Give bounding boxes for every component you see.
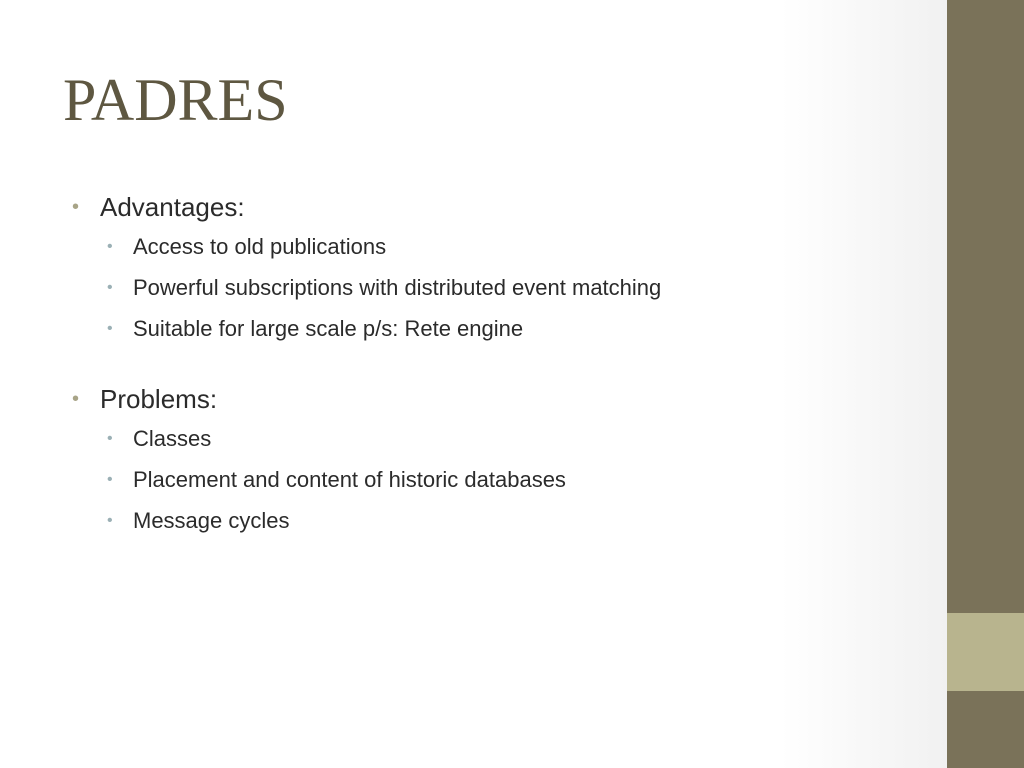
bullet-dot-icon: • — [107, 319, 113, 337]
bullet-item-problems — [72, 380, 932, 418]
slide-body — [72, 188, 932, 572]
list-item-text: Placement and content of historic databases — [133, 466, 566, 492]
sub-list-problems — [72, 418, 932, 541]
list-item-text: Powerful subscriptions with distributed event matching — [133, 274, 662, 300]
slide-title: PADRES — [63, 67, 288, 133]
list-item-text: Message cycles — [133, 507, 290, 533]
list-item — [107, 500, 932, 541]
bullet-dot-icon: • — [107, 278, 113, 296]
list-item — [107, 226, 932, 267]
bullet-dot-icon: • — [107, 237, 113, 255]
section-advantages — [72, 188, 932, 349]
list-item-text: Classes — [133, 425, 212, 451]
list-item — [107, 459, 932, 500]
list-item — [107, 418, 932, 459]
list-item-text: Suitable for large scale p/s: Rete engine — [133, 315, 524, 341]
bullet-dot-icon: • — [107, 429, 113, 447]
list-item-text: Access to old publications — [133, 233, 387, 259]
list-item — [107, 308, 932, 349]
sub-list-advantages — [72, 226, 932, 349]
sidebar-accent-block — [947, 613, 1024, 691]
bullet-dot-icon: • — [107, 470, 113, 488]
section-heading: Problems: — [100, 383, 218, 414]
section-heading: Advantages: — [100, 191, 245, 222]
section-problems — [72, 380, 932, 541]
bullet-item-advantages — [72, 188, 932, 226]
bullet-dot-icon: • — [107, 511, 113, 529]
bullet-dot-icon: • — [72, 195, 80, 218]
bullet-dot-icon: • — [72, 387, 80, 410]
list-item — [107, 267, 932, 308]
